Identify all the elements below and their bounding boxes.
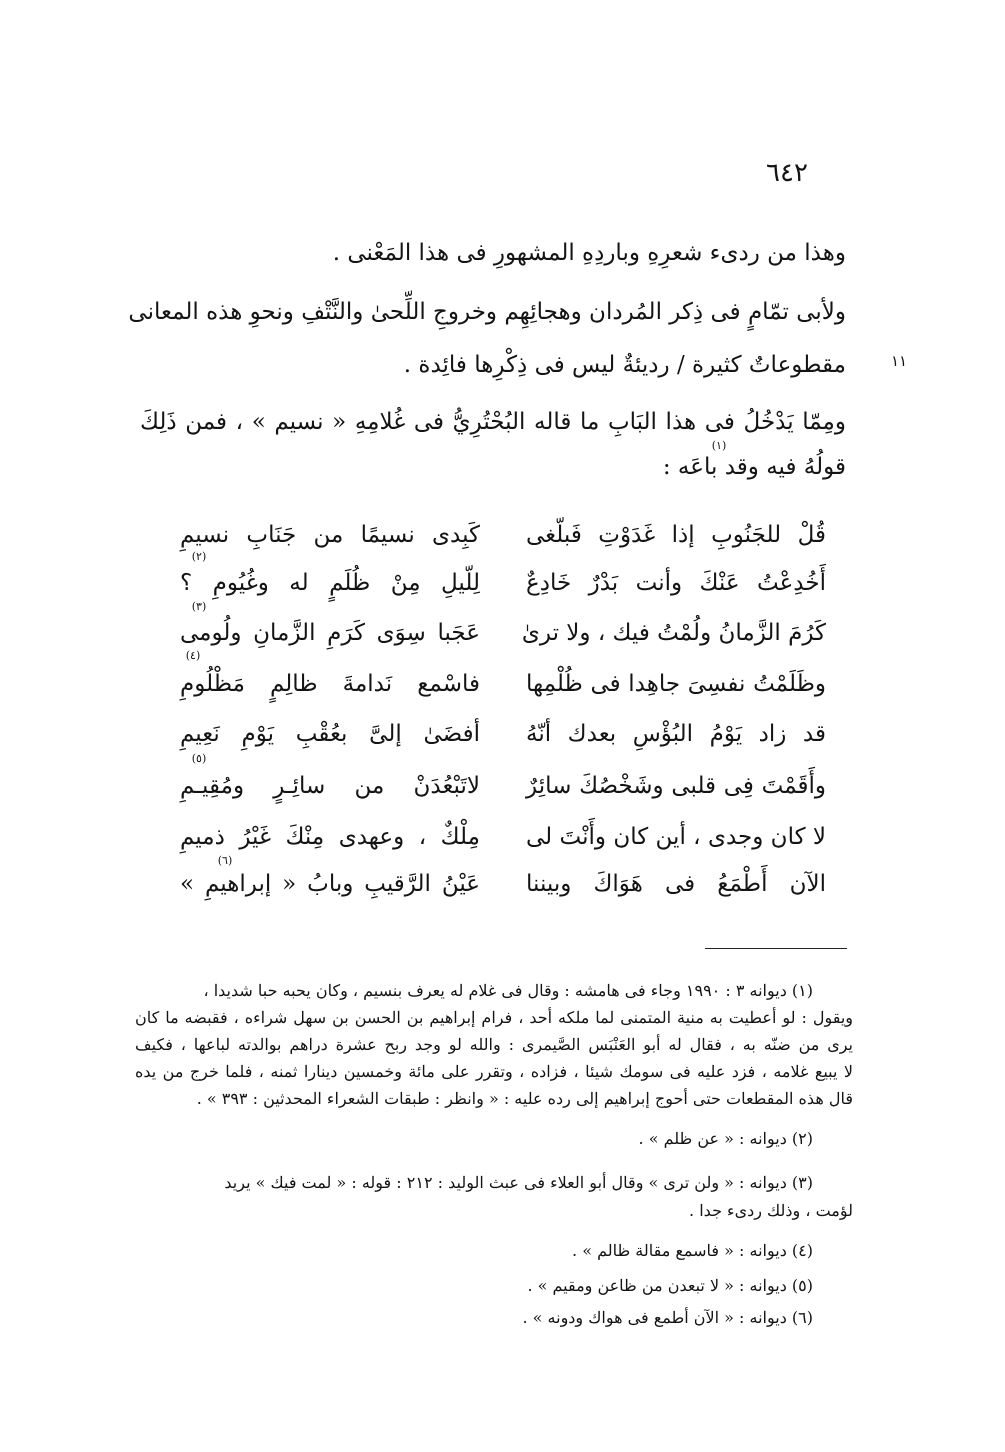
footnote-line: (٤) ديوانه : « فاسمع مقالة ظالم » . bbox=[572, 1241, 813, 1260]
page-number: ٦٤٢ bbox=[766, 158, 808, 188]
verse-second-hemistich: كَبِدى نسيمًا من جَنَابِ نسيمِ bbox=[180, 522, 480, 548]
footnote-line: قال هذه المقطعات حتى أحوج إبراهيم إلى رده عليه : « وانظر : طبقات الشعراء المحدثين : ٣٩٣ » . bbox=[196, 1089, 853, 1108]
footnote-line: (٥) ديوانه : « لا تبعدن من ظاعن ومقيم » . bbox=[527, 1276, 813, 1295]
footnote-line: يرى من ضنّه به ، فقال له أبو العَنْبَس الصَّيمرى : والله لو وجد ربح عشرة دراهم بوالدته لباعها ، فكيف bbox=[135, 1035, 853, 1054]
verse-first-hemistich: قد زاد يَوْمُ البُؤْسِ بعدك أنّهُ bbox=[526, 721, 826, 747]
verse-first-hemistich: أَخُدِعْتُ عَنْكَ وأنت بَدْرٌ خَادِعٌ bbox=[526, 570, 826, 596]
verse-line bbox=[180, 664, 826, 704]
verse-first-hemistich: وظَلَمْتُ نفسِىَ جاهِدا فى ظُلْمِها bbox=[526, 671, 826, 697]
footnote-line: لؤمت ، وذلك ردىء جدا . bbox=[689, 1201, 853, 1220]
prose-line: ومِمّا يَدْخُلُ فى هذا البَابِ ما قاله البُحْتُرِيُّ فى غُلامِهِ « نسيم » ، فمن ذَلِكَ bbox=[140, 409, 846, 435]
verse-line bbox=[180, 817, 826, 857]
verse-second-hemistich: أفضَىٰ إلىَّ بعُقْبِ يَوْمِ نَعِيمِ bbox=[180, 721, 480, 747]
prose-line: مقطوعاتٌ كثيرة / رديئةٌ ليس فى ذِكْرِها فائِدة . bbox=[403, 352, 846, 378]
verse-first-hemistich: كَرُمَ الزَّمانُ ولُمْتُ فيك ، ولا ترىٰ bbox=[521, 620, 826, 646]
footnote-line: ويقول : لو أعطيت به منية المتمنى لما ملكه أحد ، فرام إبراهيم بن الحسن بن سهل شراءه ، فقبضه ما كان bbox=[135, 1008, 853, 1027]
verse-first-hemistich: لا كان وجدى ، أين كان وأَنْتَ لى bbox=[526, 824, 826, 850]
verse-line bbox=[180, 515, 826, 555]
verse-line bbox=[180, 613, 826, 653]
verse-second-hemistich: مِلْكٌ ، وعهدى مِنْكَ غَيْرُ ذميمِ bbox=[180, 824, 480, 850]
verse-first-hemistich: الآن أَطْمَعُ فى هَوَاكَ وبيننا bbox=[526, 871, 826, 897]
verse-first-hemistich: وأَقَمْتَ فِى قلبى وشَخْصُكَ سائِرٌ bbox=[526, 773, 826, 799]
footnote-marker: (٣) bbox=[191, 600, 207, 613]
verse-second-hemistich: لِلّيلِ مِنْ ظُلَمٍ له وغُيُومِ ؟ bbox=[180, 570, 480, 596]
footnote-line: (٦) ديوانه : « الآن أطمع فى هواك ودونه » . bbox=[522, 1308, 813, 1327]
verse-second-hemistich: فاسْمع نَدامةَ ظالِمٍ مَظْلُومِ bbox=[180, 671, 480, 697]
footnote-marker: (٢) bbox=[191, 550, 207, 563]
footnote-marker: (٥) bbox=[191, 752, 207, 765]
verse-line bbox=[180, 563, 826, 603]
verse-second-hemistich: عَجَبا سِوَى كَرَمِ الزَّمانِ ولُومى bbox=[180, 620, 480, 646]
verse-line bbox=[180, 864, 826, 904]
prose-line: وهذا من ردىء شعرِهِ وباردِهِ المشهورِ فى هذا المَعْنى . bbox=[332, 240, 846, 266]
footnote-marker: (١) bbox=[711, 439, 727, 452]
verse-line bbox=[180, 766, 826, 806]
footnote-divider bbox=[705, 948, 847, 949]
verse-line bbox=[180, 714, 826, 754]
footnote-marker: (٦) bbox=[217, 854, 233, 867]
verse-second-hemistich: لاتَبْعُدَنْ من سائِـرٍ ومُقِيـمِ bbox=[180, 773, 480, 799]
footnote-marker: (٤) bbox=[185, 649, 201, 662]
footnote-line: لا يبيع غلامه ، فزد عليه فى سومك شيئا ، فزاده ، وتقرر على مائة وخمسين دينارا ثمنه ، فلما خرج من يده bbox=[135, 1062, 853, 1081]
footnote-line: (١) ديوانه ٣ : ١٩٩٠ وجاء فى هامشه : وقال فى غلام له يعرف بنسيم ، وكان يحبه حبا شديدا ، bbox=[203, 981, 813, 1000]
verse-second-hemistich: عَيْنُ الرَّقيبِ وبابُ « إبراهيمِ » bbox=[180, 871, 480, 897]
margin-line-number: ١١ bbox=[890, 352, 908, 370]
footnote-line: (٢) ديوانه : « عن ظلم » . bbox=[638, 1129, 813, 1148]
footnote-line: (٣) ديوانه : « ولن ترى » وقال أبو العلاء فى عبث الوليد : ٢١٢ : قوله : « لمت فيك » يريد bbox=[224, 1173, 813, 1192]
prose-line: ولأبى تمّامٍ فى ذِكر المُردان وهجائِهِم وخروجِ اللِّحىٰ والنَّتْفِ ونحوِ هذه المعانى bbox=[128, 299, 846, 325]
prose-line: قولُهُ فيه وقد باعَه : bbox=[662, 454, 846, 480]
verse-first-hemistich: قُلْ للجَنُوبِ إذا غَدَوْتِ فَبلّغى bbox=[526, 522, 826, 548]
